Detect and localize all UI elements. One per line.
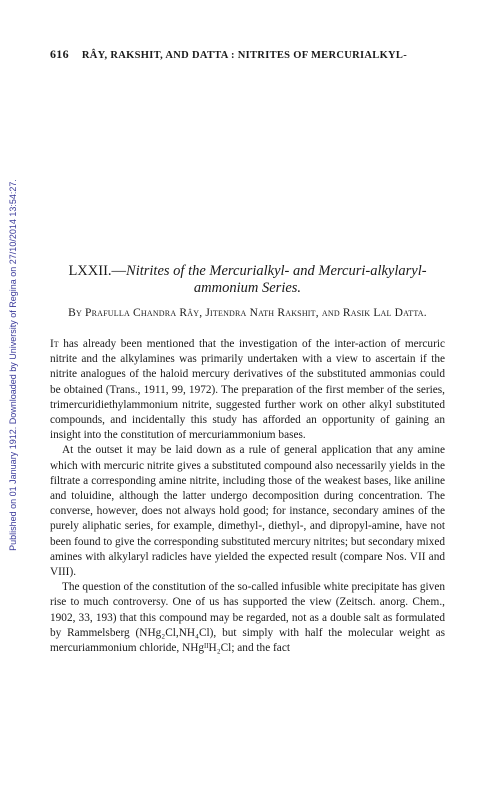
download-watermark-text: Published on 01 January 1912. Downloaded by University of Regina on 27/10/2014 13:54:27. <box>8 179 19 551</box>
download-watermark <box>0 95 26 635</box>
running-head-text: RÂY, RAKSHIT, AND DATTA : NITRITES OF MERCURIALKYL- <box>81 50 408 61</box>
page-number: 616 <box>50 47 69 61</box>
paragraph-3: The question of the constitution of the so-called infusible white precipitate has given rise to much controversy. One of us has supported the view (Zeitsch. anorg. Chem., 1902, 33, 193) that this compound may be regarded, not as a double salt as formulated by Rammelsberg (NHg₂Cl,NH₄Cl), but simply with half the molecular weight as mercuriammonium chloride, NHgᴵᴵH₂Cl; and the fact <box>50 581 445 655</box>
paragraph-1 <box>50 337 445 443</box>
paragraph-1-text: has already been mentioned that the investigation of the inter-action of mercuric nitrite and the alkylamines was primarily undertaken with a view to ascertain if the nitrite analogues of the haloid mercury derivatives of the substituted ammonias could be obtained (Trans., 1911, 99, 1972). The preparation of the first member of the series, trimercuridiethylammonium nitrite, suggested further work on other alkyl substituted compounds, and incidentally this study has afforded an opportunity of gaining an insight into the constitution of mercuriammonium bases. <box>50 338 445 442</box>
article-authors: By Prafulla Chandra Rây, Jitendra Nath Rakshit, and Rasik Lal Datta. <box>68 307 427 319</box>
article-number: LXXII.— <box>68 263 127 279</box>
article-title-text: Nitrites of the Mercurialkyl- and Mercuri-alkylaryl-ammonium Series. <box>126 263 427 296</box>
paragraph-2: At the outset it may be laid down as a rule of general application that any amine which with mercuric nitrite gives a substituted compound also necessarily yields in the filtrate a corresponding amine nitrite, including those of the weakest bases, like aniline and toluidine, although the latter undergo decomposition during concentration. The converse, however, does not always hold good; for instance, secondary amines of the purely aliphatic series, for example, dimethyl-, diethyl-, and dipropyl-amine, have not been found to give the corresponding substituted mercury nitrites; but secondary mixed amines with alkylaryl radicles have yielded the expected result (compare Nos. VII and VIII). <box>50 444 445 579</box>
running-head <box>50 47 450 62</box>
article-title <box>50 263 445 297</box>
paragraph-1-lead: It <box>50 338 59 350</box>
article-title-block <box>50 263 445 297</box>
article-body <box>50 337 445 656</box>
